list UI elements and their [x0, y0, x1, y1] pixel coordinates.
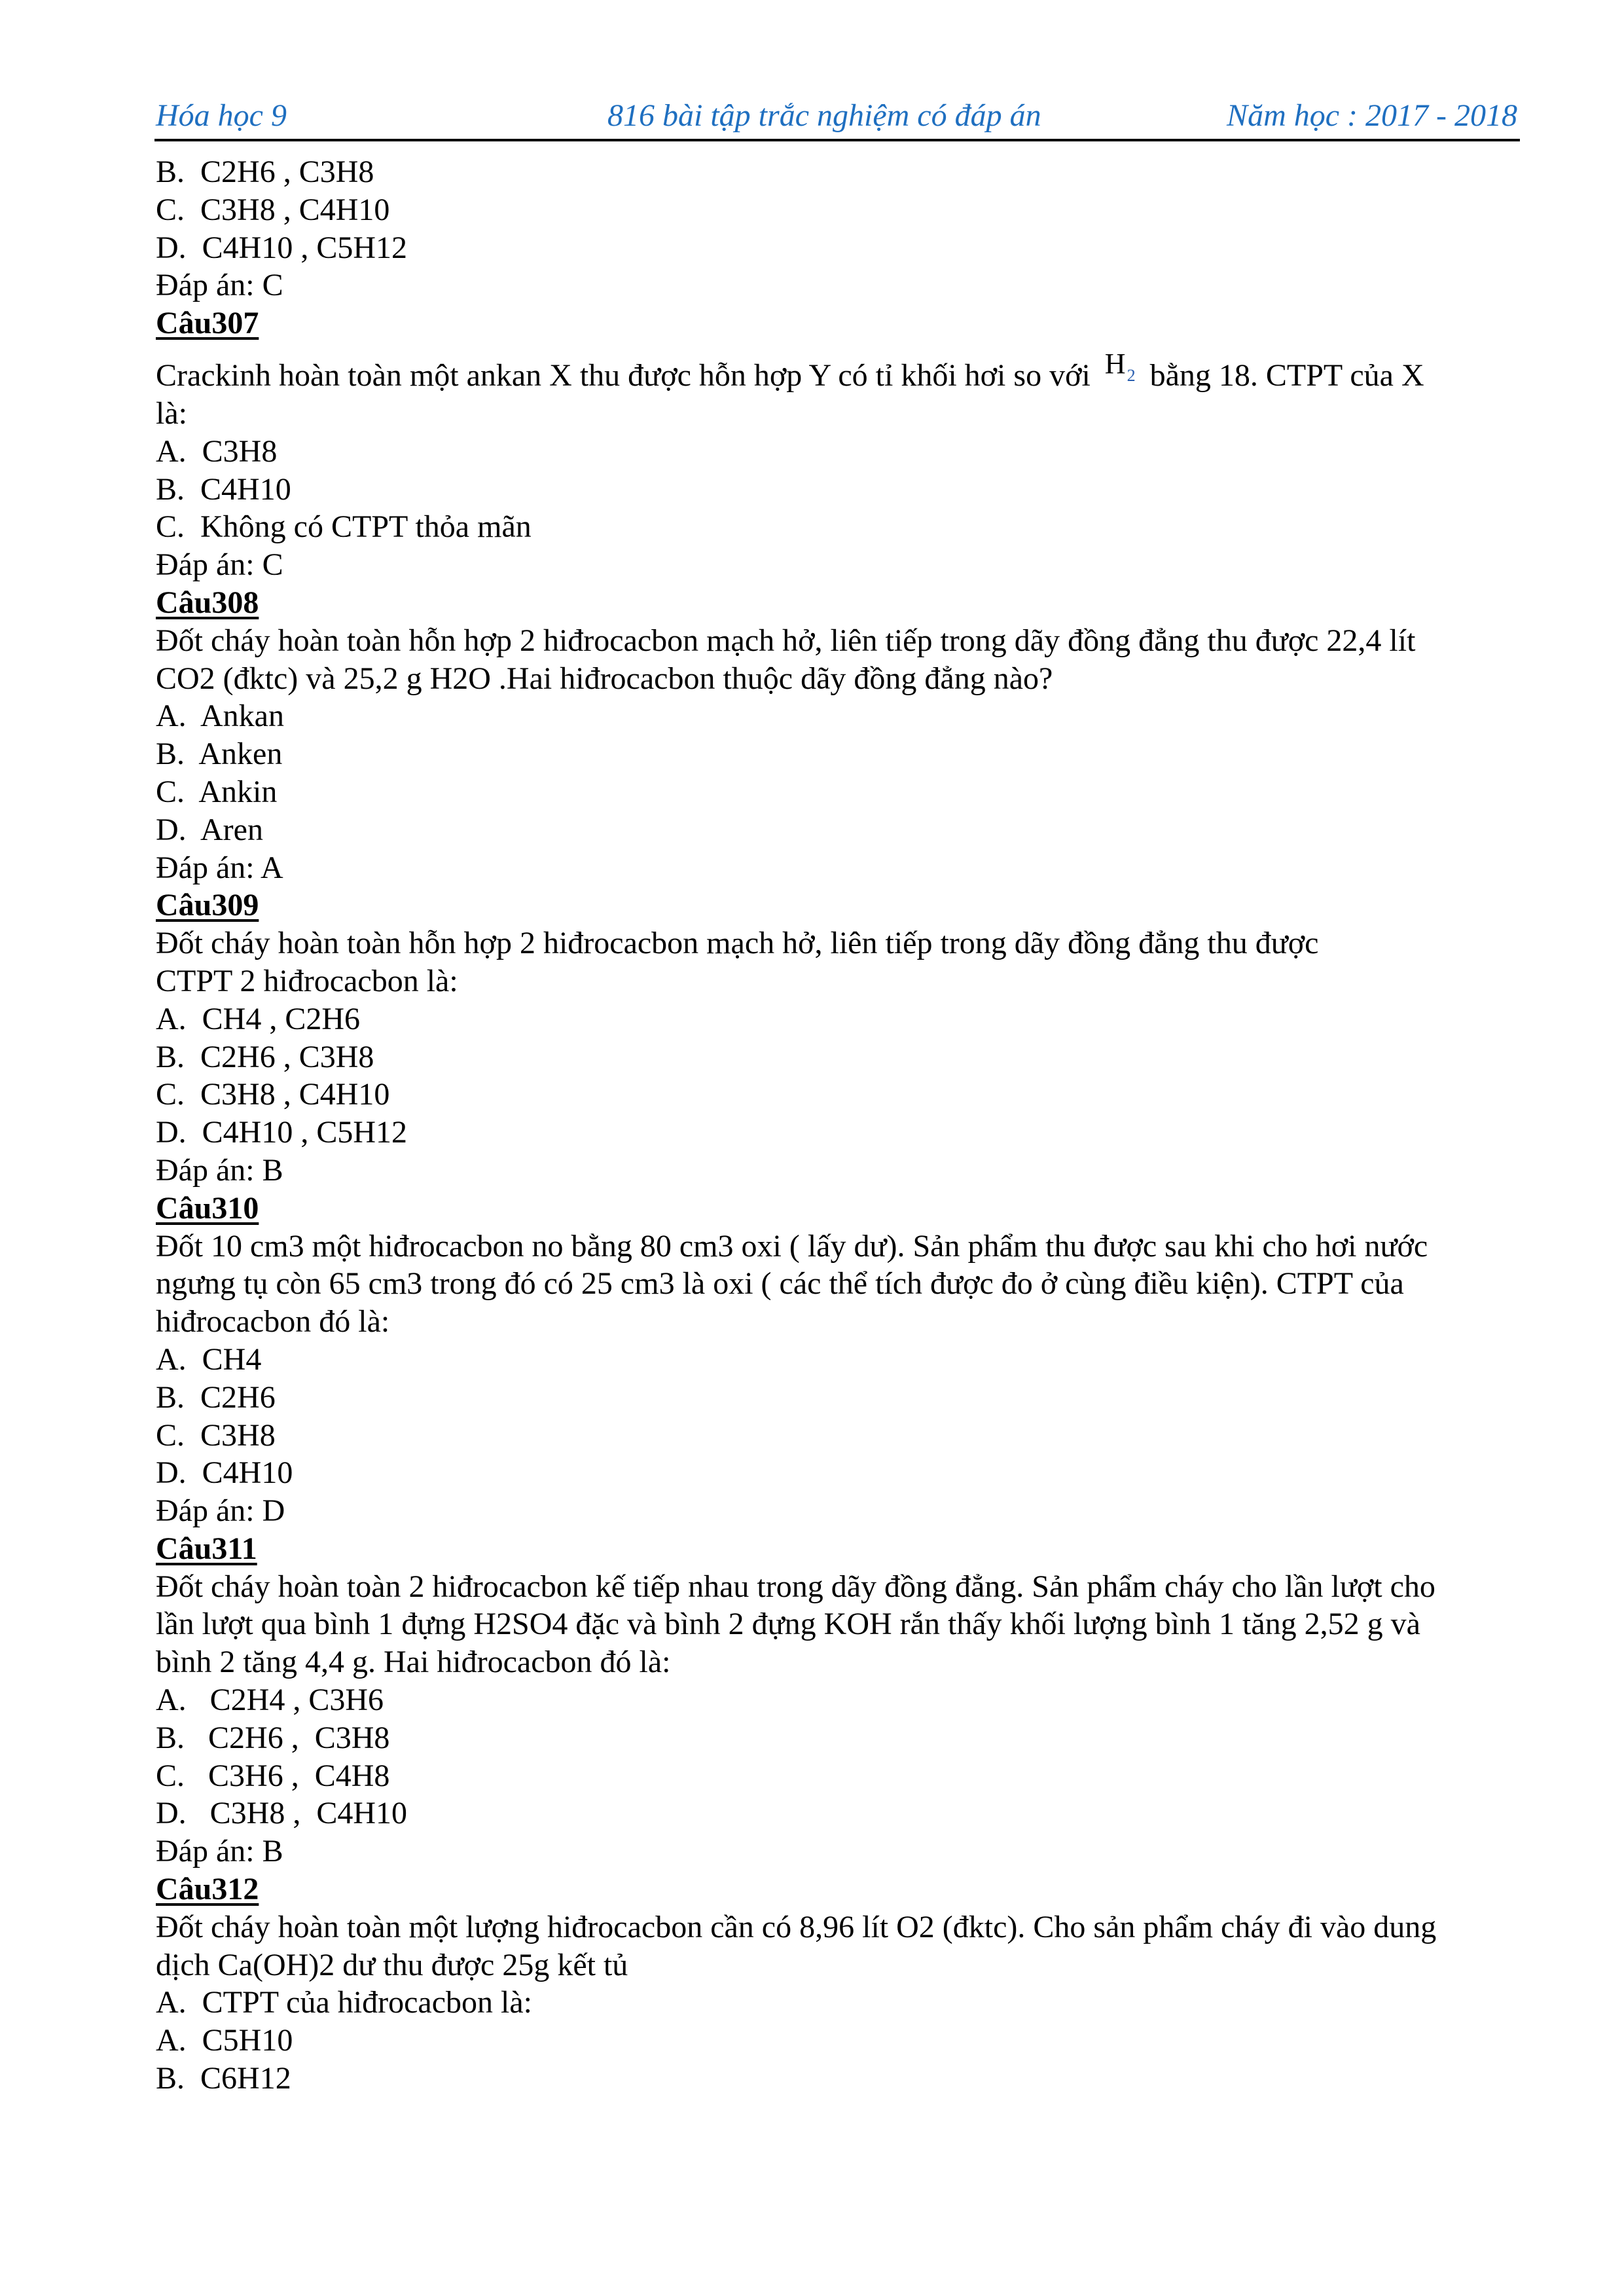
answer-option: A. CH4 , C2H6	[156, 1001, 361, 1036]
answer-option: C. C3H6 , C4H8	[156, 1758, 390, 1793]
answer-key: Đáp án: C	[156, 547, 283, 583]
question-stem-line: CO2 (đktc) và 25,2 g H2O .Hai hiđrocacbon thuộc dãy đồng đẳng nào?	[156, 661, 1053, 696]
formula-subscript: 2	[1127, 366, 1136, 386]
question-heading	[156, 1530, 1524, 1568]
answer-option: D. Aren	[156, 812, 263, 847]
question-stem-line: Đốt cháy hoàn toàn một lượng hiđrocacbon cần có 8,96 lít O2 (đktc). Cho sản phẩm cháy đi vào dung	[156, 1909, 1437, 1944]
answer-option: B. C2H6 , C3H8	[156, 1720, 390, 1755]
question-stem-line: Đốt cháy hoàn toàn 2 hiđrocacbon kế tiếp nhau trong dãy đồng đẳng. Sản phẩm cháy cho lần lượt cho	[156, 1569, 1435, 1604]
answer-option: B. C2H6	[156, 1379, 276, 1415]
answer-option: C. Ankin	[156, 774, 278, 809]
question-heading	[156, 1870, 1524, 1908]
answer-key: Đáp án: D	[156, 1493, 285, 1529]
question-stem-line: CTPT 2 hiđrocacbon là:	[156, 963, 458, 998]
question-heading	[156, 584, 1524, 622]
question-stem-line: lần lượt qua bình 1 đựng H2SO4 đặc và bình 2 đựng KOH rắn thấy khối lượng bình 1 tăng 2,52 g và	[156, 1607, 1420, 1642]
question-number: Câu312	[156, 1872, 259, 1907]
header-title: 816 bài tập trắc nghiệm có đáp án	[607, 98, 1041, 133]
question-heading	[156, 304, 1524, 342]
question-number: Câu308	[156, 585, 259, 620]
question-stem-line: A. CTPT của hiđrocacbon là:	[156, 1985, 532, 2020]
answer-option: B. C6H12	[156, 2061, 291, 2096]
question-stem-line: Đốt cháy hoàn toàn hỗn hợp 2 hiđrocacbon mạch hở, liên tiếp trong dãy đồng đẳng thu được	[156, 926, 1319, 961]
question-stem-line: Đốt cháy hoàn toàn hỗn hợp 2 hiđrocacbon mạch hở, liên tiếp trong dãy đồng đẳng thu được 22,4 lít	[156, 623, 1416, 658]
answer-option: C. C3H8 , C4H10	[156, 192, 390, 227]
answer-option: B. C2H6 , C3H8	[156, 155, 374, 189]
answer-option: A. C2H4 , C3H6	[156, 1683, 384, 1718]
question-stem-line: hiđrocacbon đó là:	[156, 1304, 390, 1339]
question-stem-line	[156, 342, 1524, 395]
question-heading	[156, 886, 1524, 924]
answer-option: B. Anken	[156, 737, 283, 772]
answer-option: C. Không có CTPT thỏa mãn	[156, 509, 532, 545]
header-school-year: Năm học : 2017 - 2018	[1227, 98, 1517, 133]
document-body	[156, 153, 1524, 2098]
question-stem-line: dịch Ca(OH)2 dư thu được 25g kết tủ	[156, 1947, 628, 1982]
answer-key: Đáp án: B	[156, 1152, 283, 1188]
question-heading	[156, 1190, 1524, 1228]
answer-option: D. C4H10 , C5H12	[156, 1115, 408, 1150]
answer-option: C. C3H8 , C4H10	[156, 1077, 390, 1112]
answer-key: Đáp án: A	[156, 850, 283, 885]
answer-option: D. C4H10	[156, 1455, 293, 1491]
answer-key: Đáp án: B	[156, 1834, 283, 1869]
question-stem-line: ngưng tụ còn 65 cm3 trong đó có 25 cm3 là oxi ( các thể tích được đo ở cùng điều kiện). CTPT của	[156, 1266, 1404, 1302]
answer-option: C. C3H8	[156, 1417, 276, 1453]
answer-option: D. C4H10 , C5H12	[156, 230, 408, 265]
answer-key: Đáp án: C	[156, 268, 283, 303]
question-stem-line: bình 2 tăng 4,4 g. Hai hiđrocacbon đó là:	[156, 1645, 671, 1680]
answer-option: A. C5H10	[156, 2023, 293, 2058]
answer-option: B. C2H6 , C3H8	[156, 1039, 374, 1074]
question-number: Câu309	[156, 888, 259, 923]
page-header	[154, 92, 1520, 141]
answer-option: A. CH4	[156, 1341, 262, 1377]
stem-text: bằng 18. CTPT của X	[1149, 358, 1424, 393]
formula-base: H	[1104, 348, 1126, 380]
question-stem-line: Đốt 10 cm3 một hiđrocacbon no bằng 80 cm3 oxi ( lấy dư). Sản phẩm thu được sau khi cho hơi nước	[156, 1228, 1428, 1264]
question-number: Câu310	[156, 1190, 259, 1226]
question-number: Câu307	[156, 306, 259, 341]
h2-formula	[1105, 345, 1136, 395]
header-subject: Hóa học 9	[156, 98, 287, 133]
answer-option: D. C3H8 , C4H10	[156, 1796, 408, 1831]
stem-text: Crackinh hoàn toàn một ankan X thu được hỗn hợp Y có tỉ khối hơi so với	[156, 358, 1091, 393]
answer-option: A. C3H8	[156, 433, 278, 469]
answer-option: B. C4H10	[156, 471, 291, 507]
answer-option: A. Ankan	[156, 699, 284, 734]
question-number: Câu311	[156, 1531, 257, 1566]
question-stem-line: là:	[156, 395, 187, 431]
